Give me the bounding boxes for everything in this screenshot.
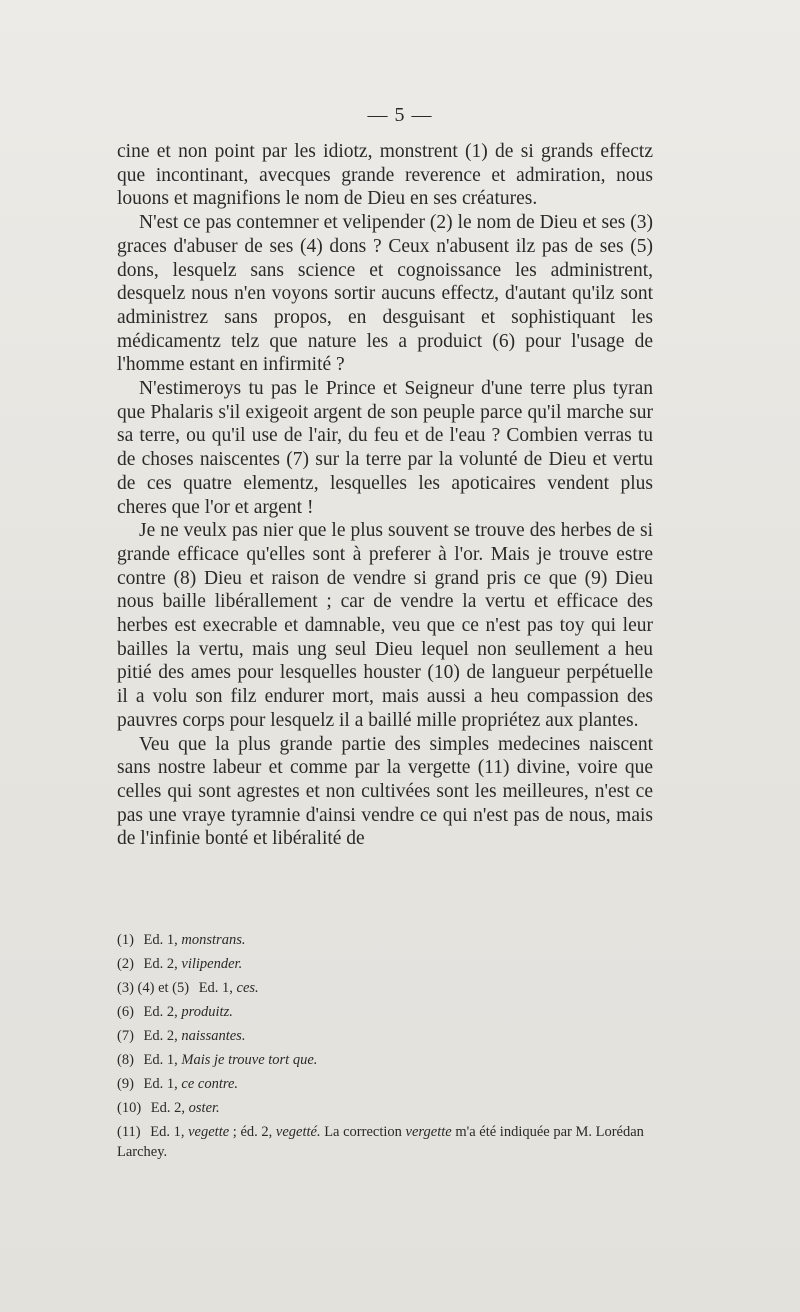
paragraph: N'est ce pas contemner et velipender (2) le nom de Dieu et ses (3) graces d'abuser de ses (4) dons ? Ceux n'abusent ilz pas de ses (5) dons, lesquelz sans science et cognoissance les administrent, desquelz nous n'en voyons sortir aucuns effectz, d'autant qu'ilz sont administrez sans propos, en desguisant et sophistiquant les médicamentz telz que nature les a produict (6) pour l'usage de l'homme estant en infirmité ? bbox=[117, 212, 653, 376]
footnote-edition: Ed. 1, bbox=[143, 932, 178, 948]
footnote-edition: Ed. 1, bbox=[143, 1052, 178, 1068]
footnote bbox=[117, 976, 653, 1000]
footnote bbox=[117, 952, 653, 976]
footnote bbox=[117, 1048, 653, 1072]
footnote-text: produitz. bbox=[181, 1004, 233, 1020]
footnote-text: monstrans. bbox=[181, 932, 246, 948]
footnote-variant: vegette bbox=[188, 1124, 230, 1140]
footnote-edition: Ed. 2, bbox=[150, 1100, 186, 1116]
footnote-number: (1) bbox=[117, 932, 134, 948]
footnote-edition: Ed. 2, bbox=[143, 1004, 178, 1020]
footnote-number: (11) bbox=[117, 1124, 141, 1140]
footnote-edition: Ed. 1, bbox=[143, 1076, 178, 1092]
footnote-text: m'a été indiquée par M. Lorédan Larchey. bbox=[117, 1124, 644, 1160]
footnote-edition: Ed. 1, bbox=[198, 980, 233, 996]
footnote bbox=[117, 928, 653, 952]
footnote bbox=[117, 1024, 653, 1048]
body-text bbox=[117, 140, 653, 851]
footnote-number: (9) bbox=[117, 1076, 134, 1092]
footnote bbox=[117, 1000, 653, 1024]
footnote-text: La correction bbox=[324, 1124, 402, 1140]
footnote-text: ce contre. bbox=[181, 1076, 239, 1092]
footnote-number: (7) bbox=[117, 1028, 134, 1044]
footnotes bbox=[117, 928, 653, 1162]
footnote-edition: Ed. 2, bbox=[143, 956, 178, 972]
footnote-number: (6) bbox=[117, 1004, 134, 1020]
footnote-variant: vegetté. bbox=[275, 1124, 321, 1140]
footnote-number: (2) bbox=[117, 956, 134, 972]
paragraph: N'estimeroys tu pas le Prince et Seigneur d'une terre plus tyran que Phalaris s'il exigeoit argent de son peuple parce qu'il marche sur sa terre, ou qu'il use de l'air, du feu et de l'eau ? Combien verras tu de choses naiscentes (7) sur la terre par la volunté de Dieu et vertu de ces quatre elementz, lesquelles les apoticaires vendent plus cheres que l'or et argent ! bbox=[117, 378, 653, 518]
footnote-edition: Ed. 2, bbox=[143, 1028, 178, 1044]
footnote-variant: vergette bbox=[405, 1124, 452, 1140]
footnote-number: (3) (4) et (5) bbox=[117, 980, 190, 996]
footnote-separator: ; éd. 2, bbox=[232, 1124, 273, 1140]
footnote-edition: Ed. 1, bbox=[150, 1124, 185, 1140]
footnote-text: naissantes. bbox=[181, 1028, 246, 1044]
paragraph: Veu que la plus grande partie des simples medecines naiscent sans nostre labeur et comme par la vergette (11) divine, voire que celles qui sont agrestes et non cultivées sont les meilleures, n'est ce pas une vraye tyramnie d'ainsi vendre ce qui n'est pas de nous, mais de l'infinie bonté et libéralité de bbox=[117, 733, 653, 850]
footnote-text: oster. bbox=[188, 1100, 220, 1116]
footnote-text: vilipender. bbox=[181, 956, 243, 972]
footnote-text: Mais je trouve tort que. bbox=[181, 1052, 318, 1068]
footnote bbox=[117, 1122, 653, 1162]
paragraph: Je ne veulx pas nier que le plus souvent se trouve des herbes de si grande efficace qu'elles sont à preferer à l'or. Mais je trouve estre contre (8) Dieu et raison de vendre si grand pris ce que (9) Dieu nous baille libérallement ; car de vendre la vertu et efficace des herbes est execrable et damnable, veu que ce n'est pas toy qui leur bailles la vertu, mais ung seul Dieu lequel non seullement a heu pitié des ames pour lesquelles houster (10) de langueur perpétuelle il a volu son filz endurer mort, mais aussi a heu compassion des pauvres corps pour lesquelz il a baillé mille propriétez aux plantes. bbox=[117, 520, 653, 731]
paragraph: cine et non point par les idiotz, monstrent (1) de si grands effectz que incontinant, avecques grande reverence et admiration, nous louons et magnifions le nom de Dieu en ses créatures. bbox=[117, 141, 653, 210]
page-number: — 5 — bbox=[367, 104, 433, 126]
footnote-number: (8) bbox=[117, 1052, 134, 1068]
footnote-number: (10) bbox=[117, 1100, 142, 1116]
footnote bbox=[117, 1072, 653, 1096]
footnote bbox=[117, 1096, 653, 1120]
footnote-text: ces. bbox=[236, 980, 259, 996]
